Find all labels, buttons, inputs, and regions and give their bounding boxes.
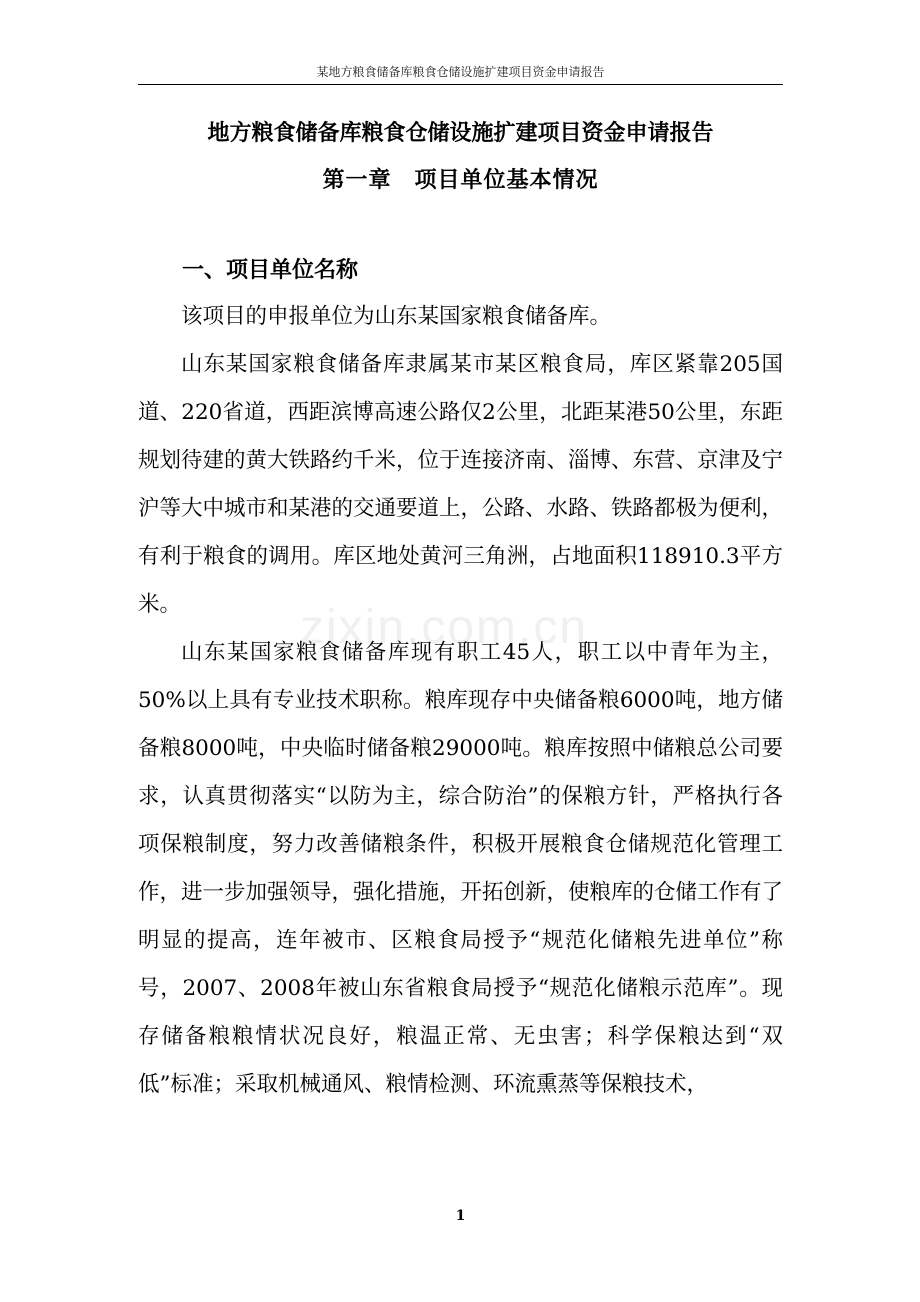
header-divider: [138, 84, 783, 85]
page-number: 1: [455, 1208, 466, 1224]
paragraph-staff-storage: 山东某国家粮食储备库现有职工45人，职工以中青年为主，50%以上具有专业技术职称。粮库现存中央储备粮6000吨，地方储备粮8000吨，中央临时储备粮29000吨。粮库按照中储粮总公司要求，认真贯彻落实“以防为主，综合防治”的保粮方针，严格执行各项保粮制度，努力改善储粮条件，积极开展粮食仓储规范化管理工作，进一步加强领导，强化措施，开拓创新，使粮库的仓储工作有了明显的提高，连年被市、区粮食局授予“规范化储粮先进单位”称号，2007、2008年被山东省粮食局授予“规范化储粮示范库”。现存储备粮粮情状况良好，粮温正常、无虫害；科学保粮达到“双低”标准；采取机械通风、粮情检测、环流熏蒸等保粮技术，: [138, 640, 784, 1097]
watermark: zixin.com.cn: [300, 601, 589, 654]
running-header: 某地方粮食储备库粮食仓储设施扩建项目资金申请报告: [316, 65, 605, 79]
paragraph-location: 山东某国家粮食储备库隶属某市某区粮食局，库区紧靠205国道、220省道，西距滨博高速公路仅2公里，北距某港50公里，东距规划待建的黄大铁路约千米，位于连接济南、淄博、东营、京津及宁沪等大中城市和某港的交通要道上，公路、水路、铁路都极为便利，有利于粮食的调用。库区地处黄河三角洲，占地面积118910.3平方米。: [138, 352, 784, 617]
chapter-title: 第一章 项目单位基本情况: [322, 167, 599, 193]
paragraph-applicant: 该项目的申报单位为山东某国家粮食储备库。: [181, 304, 612, 329]
document-title: 地方粮食储备库粮食仓储设施扩建项目资金申请报告: [207, 120, 714, 146]
section-heading: 一、项目单位名称: [182, 257, 359, 283]
